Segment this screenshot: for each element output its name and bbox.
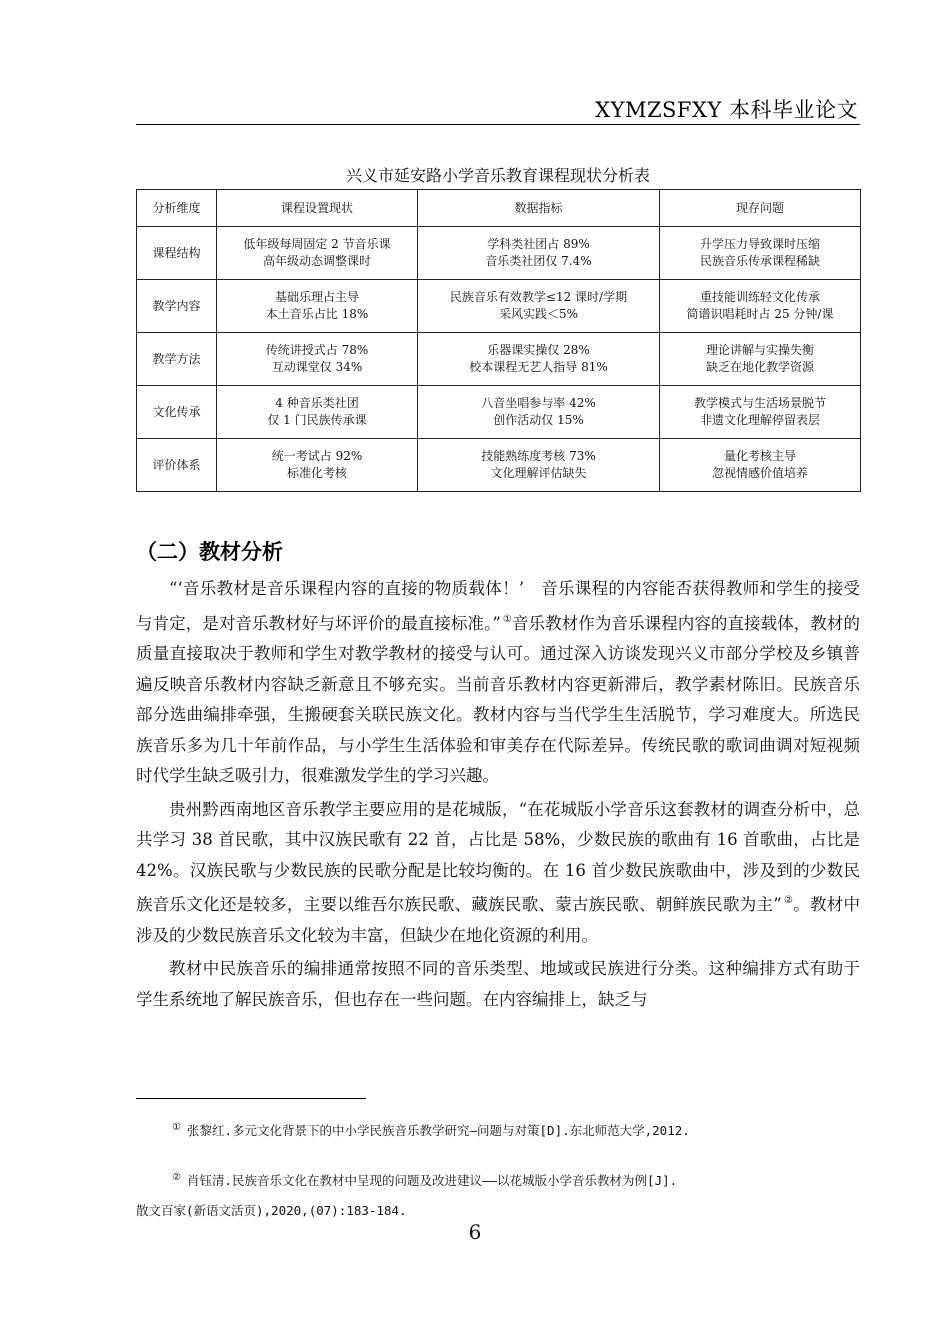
cell-line: 仅 1 门民族传承课 — [267, 413, 367, 427]
problems-cell — [660, 386, 861, 439]
footnote-ref[interactable]: ① — [502, 613, 512, 625]
footnote-text: 张黎红.多元文化背景下的中小学民族音乐教学研究—问题与对策[D].东北师范大学,2012. — [186, 1123, 690, 1138]
cell-line: 非遗文化理解停留表层 — [699, 413, 820, 427]
metrics-cell — [418, 386, 660, 439]
footnote-rule — [136, 1098, 366, 1099]
status-cell — [217, 439, 418, 492]
header-rule — [136, 124, 860, 125]
cell-line: 采风实践＜5% — [498, 307, 579, 321]
cell-line: 重技能训练轻文化传承 — [699, 290, 820, 304]
cell-line: 缺乏在地化教学资源 — [705, 360, 814, 374]
cell-line: 民族音乐有效教学≤12 课时/学期 — [449, 290, 628, 304]
paragraph-text: 音乐教材作为音乐课程内容的直接载体，教材的质量直接取决于教师和学生对教学教材的接受与认可。通过深入访谈发现兴义市部分学校及乡镇普遍反映音乐教材内容缺乏新意且不够充实。当前音乐教材内容更新滞后，教学素材陈旧。民族音乐部分选曲编排牵强，生搬硬套关联民族文化。教材内容与当代学生生活脱节，学习难度大。所选民族音乐多为几十年前作品，与小学生生活体验和审美存在代际差异。传统民歌的歌词曲调对短视频时代学生缺乏吸引力，很难激发学生的学习兴趣。 — [136, 613, 861, 785]
column-header: 分析维度 — [137, 190, 217, 227]
status-cell — [217, 386, 418, 439]
footnote-line — [136, 1163, 860, 1196]
problems-cell — [660, 280, 861, 333]
table-row — [137, 227, 861, 280]
analysis-table — [136, 189, 861, 492]
status-cell — [217, 333, 418, 386]
metrics-cell — [418, 227, 660, 280]
cell-line: 学科类社团占 89% — [487, 237, 590, 251]
paragraph-text: “‘音乐教材是音乐课程内容的直接的物质载体！’ 音乐课程的内容能否获得教师和学生的接受与肯定，是对音乐教材好与坏评价的最直接标准。” — [136, 579, 860, 633]
status-cell — [217, 227, 418, 280]
cell-line: 升学压力导致课时压缩 — [699, 237, 820, 251]
cell-line: 本土音乐占比 18% — [265, 307, 369, 321]
problems-cell — [660, 227, 861, 280]
paragraph — [136, 574, 860, 792]
cell-line: 4 种音乐类社团 — [275, 396, 359, 410]
page-header: XYMZSFXY 本科毕业论文 — [595, 98, 858, 122]
footnote-text: 肖钰清.民族音乐文化在教材中呈现的问题及改进建议——以花城版小学音乐教材为例[J]. — [186, 1173, 678, 1188]
cell-line: 民族音乐传承课程稀缺 — [699, 254, 820, 268]
cell-line: 标准化考核 — [286, 466, 347, 480]
section-heading: （二）教材分析 — [136, 540, 283, 564]
paragraph-text: 。教材中涉及的少数民族音乐文化较为丰富，但缺少在地化资源的利用。 — [136, 895, 861, 945]
cell-line: 教学模式与生活场景脱节 — [693, 396, 826, 410]
cell-line: 理论讲解与实操失衡 — [705, 343, 814, 357]
cell-line: 基础乐理占主导 — [274, 290, 359, 304]
problems-cell — [660, 439, 861, 492]
cell-line: 文化理解评估缺失 — [490, 466, 587, 480]
column-header: 现存问题 — [660, 190, 861, 227]
cell-line: 互动课堂仅 34% — [271, 360, 363, 374]
column-header: 课程设置现状 — [217, 190, 418, 227]
footnote-ref[interactable]: ② — [783, 895, 794, 906]
dimension-cell: 评价体系 — [137, 439, 217, 492]
cell-line: 校本课程无艺人指导 81% — [469, 360, 608, 374]
problems-cell — [660, 333, 861, 386]
footnote-mark: ② — [172, 1172, 181, 1183]
table-row — [137, 280, 861, 333]
cell-line: 传统讲授式占 78% — [265, 343, 369, 357]
paragraph: 教材中民族音乐的编排通常按照不同的音乐类型、地域或民族进行分类。这种编排方式有助于学生系统地了解民族音乐，但也存在一些问题。在内容编排上，缺乏与 — [136, 959, 860, 1009]
table-caption: 兴义市延安路小学音乐教育课程现状分析表 — [345, 166, 650, 185]
cell-line: 八音坐唱参与率 42% — [481, 396, 596, 410]
cell-line: 音乐类社团仅 7.4% — [485, 254, 592, 268]
table-row — [137, 333, 861, 386]
cell-line: 忽视情感价值培养 — [711, 466, 808, 480]
cell-line: 乐器课实操仅 28% — [487, 343, 590, 357]
table-header-row — [137, 190, 861, 227]
cell-line: 技能熟练度考核 73% — [481, 449, 596, 463]
status-cell — [217, 280, 418, 333]
footnote-1 — [172, 1113, 690, 1146]
column-header: 数据指标 — [418, 190, 660, 227]
dimension-cell: 教学内容 — [137, 280, 217, 333]
dimension-cell: 文化传承 — [137, 386, 217, 439]
footnote-line: 散文百家(新语文活页),2020,(07):183-184. — [136, 1203, 407, 1218]
body-text — [136, 574, 860, 1018]
page-number: 6 — [468, 1220, 482, 1244]
footnote-mark: ① — [172, 1122, 181, 1133]
dimension-cell: 课程结构 — [137, 227, 217, 280]
cell-line: 统一考试占 92% — [271, 449, 363, 463]
paragraph — [136, 795, 860, 952]
table-row — [137, 439, 861, 492]
cell-line: 高年级动态调整课时 — [262, 254, 371, 268]
paragraph-text: 贵州黔西南地区音乐教学主要应用的是花城版，“在花城版小学音乐这套教材的调查分析中，总共学习 38 首民歌，其中汉族民歌有 22 首，占比是 58%，少数民族的歌曲有 16 首歌曲，占比是 42%。汉族民歌与少数民族的民歌分配是比较均衡的。在 16 首少数民族歌曲中，涉及到的少数民族音乐文化还是较多，主要以维吾尔族民歌、藏族民歌、蒙古族民歌、朝鲜族民歌为主” — [136, 799, 860, 914]
footnote-2 — [136, 1163, 860, 1226]
cell-line: 低年级每周固定 2 节音乐课 — [243, 237, 391, 251]
cell-line: 创作活动仅 15% — [493, 413, 584, 427]
dimension-cell: 教学方法 — [137, 333, 217, 386]
table-row — [137, 386, 861, 439]
metrics-cell — [418, 333, 660, 386]
metrics-cell — [418, 439, 660, 492]
metrics-cell — [418, 280, 660, 333]
cell-line: 量化考核主导 — [723, 449, 796, 463]
cell-line: 简谱识唱耗时占 25 分钟/课 — [686, 307, 834, 321]
